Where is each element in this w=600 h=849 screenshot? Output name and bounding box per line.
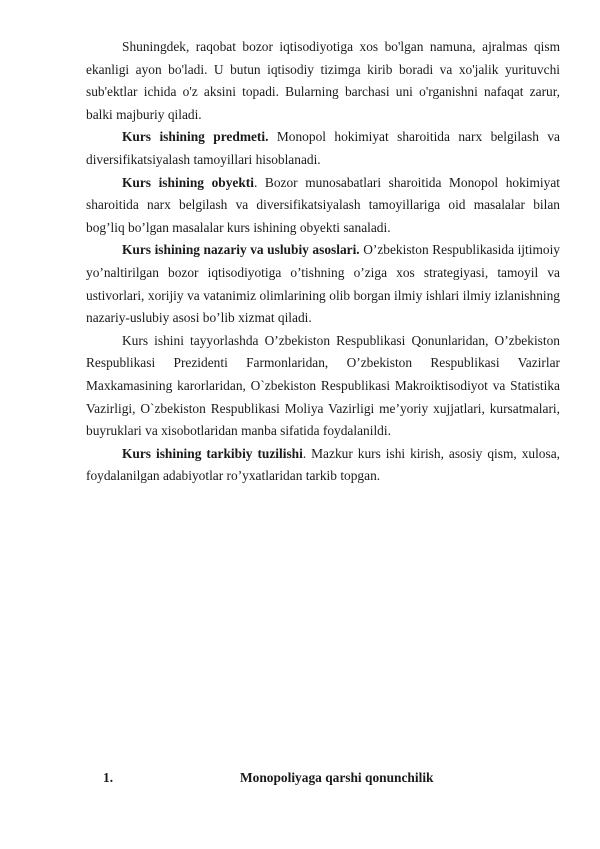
paragraph-object bbox=[86, 172, 560, 240]
paragraph-text: . Mazkur kurs ishi kirish, asosiy qism, xulosa, foydalanilgan adabiyotlar ro’yxatlaridan tarkib topgan. bbox=[86, 445, 560, 484]
chapter-title: Monopoliyaga qarshi qonunchilik bbox=[240, 770, 434, 785]
paragraph-lead: Kurs ishining nazariy va uslubiy asoslari. bbox=[122, 242, 360, 258]
paragraph-text: Kurs ishini tayyorlashda O’zbekiston Respublikasi Qonunlaridan, O’zbekiston Respublikasi Prezidenti Farmonlaridan, O’zbekiston Respublikasi Vazirlar Maxkamasining karorlaridan, O`zbekiston Respublikasi Makroiktisodiyot va Statistika Vazirligi, O`zbekiston Respublikasi Moliya Vazirligi me’yoriy xujjatlari, kursatmalari, buyruklari va xisobotlaridan manba sifatida foydalanildi. bbox=[86, 332, 560, 439]
paragraph-lead: Kurs ishining tarkibiy tuzilishi bbox=[122, 445, 303, 461]
paragraph-competition bbox=[86, 36, 560, 126]
paragraph-lead: Kurs ishining obyekti bbox=[122, 174, 254, 190]
chapter-heading bbox=[0, 770, 600, 794]
paragraph-lead: Kurs ishining predmeti. bbox=[122, 129, 269, 145]
paragraph-text: O’zbekiston Respublikasida ijtimoiy yo’naltirilgan bozor iqtisodiyotiga o’tishning o’ziga xos strategiyasi, tamoyil va ustivorlari, xorijiy va vatanimiz olimlarining olib borgan ilmiy ishlari ilmiy izlanishning nazariy-uslubiy asosi bo’lib xizmat qiladi. bbox=[86, 242, 560, 326]
chapter-number: 1. bbox=[103, 770, 114, 785]
paragraph-subject bbox=[86, 126, 560, 171]
paragraph-text: . Bozor munosabatlari sharoitida Monopol hokimiyat sharoitida narx belgilash va diversifikatsiyalash tamoyillariga oid masalalar bilan bog’liq bo’lgan masalalar kurs ishining obyekti sanaladi. bbox=[86, 174, 560, 235]
paragraph-sources bbox=[86, 330, 560, 443]
paragraph-text: Monopol hokimiyat sharoitida narx belgilash va diversifikatsiyalash tamoyillari hisoblanadi. bbox=[86, 129, 560, 167]
paragraph-theoretical-basis bbox=[86, 239, 560, 329]
paragraph-structure bbox=[86, 443, 560, 488]
body-text bbox=[86, 36, 560, 488]
paragraph-text: Shuningdek, raqobat bozor iqtisodiyotiga xos bo'lgan namuna, ajralmas qism ekanligi ayon bo'ladi. U butun iqtisodiy tizimga kirib boradi va xo'jalik yurituvchi sub'ektlar ichida o'z aksini topadi. Bularning barchasi uni o'rganishni nafaqat zarur, balki majburiy qiladi. bbox=[86, 39, 560, 122]
